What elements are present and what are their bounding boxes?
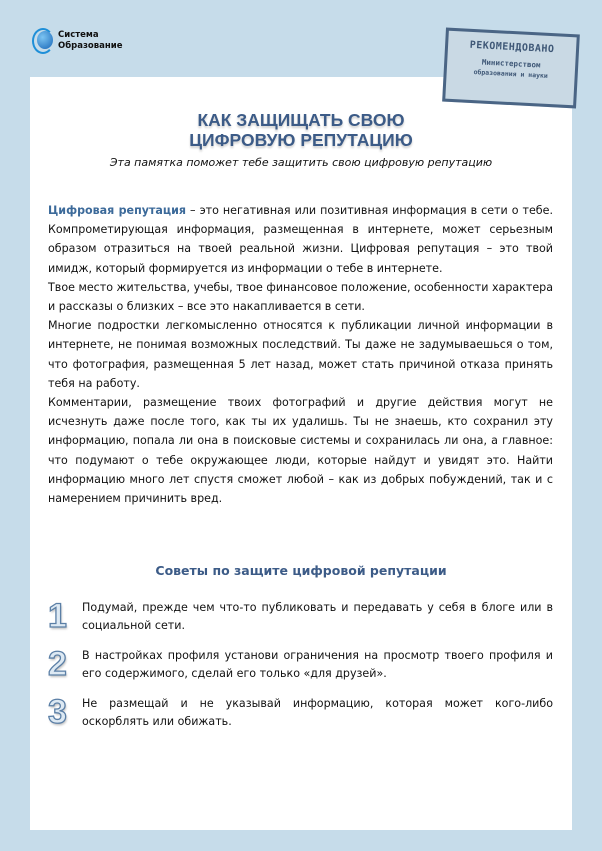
recommended-stamp [442,28,580,109]
body-text [48,201,553,508]
number-1-icon: 1 [48,597,67,635]
stamp-line2: Министерством [481,57,541,70]
paragraph: Твое место жительства, учебы, твое финансовое положение, особенности характера и рассказы о близких – все это накапливается в сети. [48,280,553,314]
logo-icon [32,26,54,56]
tip-item [48,598,553,635]
term-highlight: Цифровая репутация [48,204,187,217]
tip-text: Подумай, прежде чем что-то публиковать и передавать у себя в блоге или в социальной сети. [82,601,553,632]
subtitle: Эта памятка поможет тебе защитить свою цифровую репутацию [109,156,493,169]
paragraph: Комментарии, размещение твоих фотографий и другие действия могут не исчезнуть даже после того, как ты их удалишь. Ты не знаешь, кто сохранил эту информацию, попала ли она в поисковые системы и сохранилась ли она, а главное: что подумают о тебе окружающее люди, которые найдут и увидят это. Найти информацию много лет спустя сможет любой – как из добрых побуждений, так и с намерением причинить вред. [48,396,553,506]
title-line2: ЦИФРОВУЮ РЕПУТАЦИЮ [189,130,413,150]
logo-line1: Система [58,30,99,40]
tips-heading: Советы по защите цифровой репутации [155,563,447,578]
title-line1: КАК ЗАЩИЩАТЬ СВОЮ [197,110,405,130]
tip-item [48,694,553,731]
number-2-icon: 2 [48,645,67,683]
logo-line2: Образование [58,41,123,51]
logo [32,26,122,56]
stamp-line1: РЕКОМЕНДОВАНО [469,39,555,56]
paragraph: Многие подростки легкомысленно относятся к публикации личной информации в интернете, не понимая возможных последствий. Ты даже не задумываешься о том, что фотография, размещенная 5 лет назад, может стать причиной отказа принять тебя на работу. [48,319,553,390]
stamp-line3: образования и науки [473,68,549,80]
tip-text: В настройках профиля установи ограничения на просмотр твоего профиля и его содержимого, сделай его только «для друзей». [82,649,553,680]
paragraph-text: – это негативная или позитивная информация в сети о тебе. Компрометирующая информация, размещенная в интернете, может серьезным образом отразиться на твоей реальной жизни. Цифровая репутация – это твой имидж, который формируется из информации о тебе в интернете. [48,204,553,275]
tip-text: Не размещай и не указывай информацию, которая может кого-либо оскорблять или обижать. [82,697,553,728]
paragraph [48,201,553,278]
tip-item [48,646,553,683]
page-title [0,110,602,150]
number-3-icon: 3 [48,693,67,731]
